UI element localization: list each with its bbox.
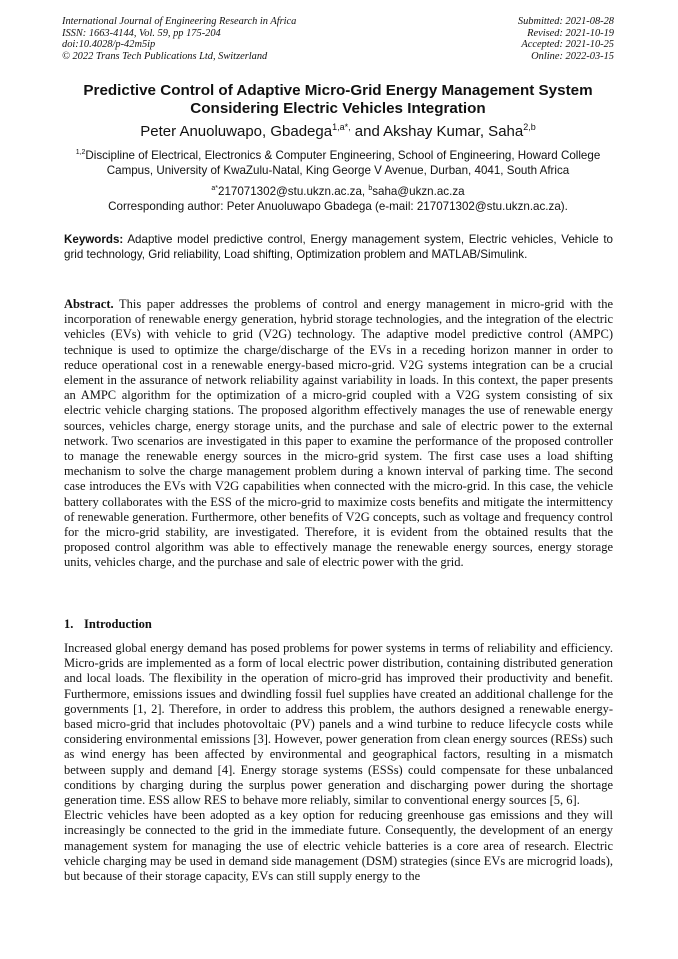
email-a: 217071302@stu.ukzn.ac.za, <box>218 185 369 198</box>
section-title: Introduction <box>84 617 152 631</box>
corresponding-author: Corresponding author: Peter Anuoluwapo Gbadega (e-mail: 217071302@stu.ukzn.ac.za). <box>108 200 568 213</box>
date-revised: Revised: 2021-10-19 <box>527 27 614 39</box>
date-submitted: Submitted: 2021-08-28 <box>517 16 614 27</box>
affiliation-mark: 1,2 <box>75 149 86 157</box>
abstract-label: Abstract. <box>64 297 114 311</box>
author-conjunction: and <box>350 123 384 140</box>
author-1: Peter Anuoluwapo, Gbadega <box>140 123 333 140</box>
email-b-mark: b <box>368 185 373 193</box>
affiliation-text: Discipline of Electrical, Electronics & Computer Engineering, School of Engineering, Howard College Campus, University of KwaZulu-Natal, King George V Avenue, Durban, 4041, South Africa <box>85 149 601 177</box>
journal-copyright: © 2022 Trans Tech Publications Ltd, Switzerland <box>62 50 268 62</box>
author-2-affiliation-mark: 2,b <box>523 122 536 132</box>
email-line <box>58 184 618 199</box>
date-online: Online: 2022-03-15 <box>531 50 614 62</box>
intro-paragraph-1: Increased global energy demand has posed problems for power systems in terms of reliability and efficiency. Micro-grids are implemented as a form of local electric power distribution, containing distributed generation and local loads. The flexibility in the operation of micro-grid has improved their productivity and benefit. Furthermore, emissions issues and dwindling fossil fuel supplies have created an additional challenge for the governments [1, 2]. Therefore, in order to address this problem, the authors designed a renewable energy-based micro-grid that includes photovoltaic (PV) panels and a wind turbine to reduce lifecycle costs while considering environmental emissions [3]. However, power generation from clean energy sources (RESs) such as wind energy has been affected by environmental and geographical factors, resulting in a mismatch between supply and demand [4]. Energy storage systems (ESSs) could compensate for these unbalanced conditions by charging during the surplus power generation and discharging power during the shortage generation time. ESS allow RES to behave more reliably, similar to conventional energy sources [5, 6]. <box>64 641 613 808</box>
keywords-block <box>64 233 613 262</box>
journal-issn: ISSN: 1663-4144, Vol. 59, pp 175-204 <box>62 27 221 39</box>
keywords-label: Keywords: <box>64 233 124 246</box>
contact-emails <box>58 184 618 214</box>
abstract-block <box>64 297 613 571</box>
journal-info <box>62 16 296 62</box>
author-line <box>62 123 614 141</box>
abstract-text: This paper addresses the problems of control and energy management in micro-grid with the incorporation of renewable energy generation, hybrid storage technologies, and the integration of the electric vehicles (EVs) with vehicle to grid (V2G) technology. The adaptive model predictive control (AMPC) technique is used to optimize the charge/discharge of the EVs in a receding horizon manner in order to reduce operational cost in a renewable energy-based micro-grid. V2G systems integration can be a crucial element in the assurance of network reliability against variability in loads. In this context, the paper presents an AMPC algorithm for the optimization of a micro-grid coupled with a V2G system consisting of six electric vehicle charging stations. The proposed algorithm effectively manages the use of renewable energy sources, vehicles charge, energy storage units, and the purchase and sale of electric power to the external network. Two scenarios are investigated in this paper to examine the performance of the proposed controller to manage the renewable energy sources in the micro-grid system. The first case uses a load shifting mechanism to solve the charge management problem during a known interval of parking time. The second case introduces the EVs with V2G capabilities when connected with the micro-grid. In this case, the vehicle battery collaborates with the ESS of the micro-grid to maximize costs benefits and mitigate the intermittency of renewable generation. Furthermore, other benefits of V2G concepts, such as voltage and frequency control for the micro-grid stability, are investigated. Therefore, it is evident from the obtained results that the proposed control algorithm was able to effectively manage the renewable energy sources, energy storage units, vehicles charge, and the purchase and sale of electric power with the grid. <box>64 297 613 570</box>
author-1-affiliation-mark: 1,a*, <box>332 122 351 132</box>
journal-name: International Journal of Engineering Research in Africa <box>62 16 297 27</box>
affiliation <box>58 148 618 178</box>
author-2: Akshay Kumar, Saha <box>383 123 524 140</box>
intro-paragraph-2: Electric vehicles have been adopted as a key option for reducing greenhouse gas emissions and they will increasingly be connected to the grid in the immediate future. Consequently, the development of an energy management system for managing the use of electric vehicle batteries is a core area of research. Electric vehicle charging may be used in demand side management (DSM) strategies (since EVs are microgrid loads), but because of their storage capacity, EVs can still supply energy to the <box>64 808 613 884</box>
section-number: 1. <box>64 617 74 631</box>
keywords-text: Adaptive model predictive control, Energy management system, Electric vehicles, Vehicle to grid technology, Grid reliability, Load shifting, Optimization problem and MATLAB/Simulink. <box>64 233 613 261</box>
paper-title: Predictive Control of Adaptive Micro-Grid Energy Management System Considering Electric Vehicles Integration <box>83 82 593 117</box>
email-b: saha@ukzn.ac.za <box>372 185 465 198</box>
introduction-body <box>64 641 613 884</box>
submission-dates <box>518 16 614 62</box>
date-accepted: Accepted: 2021-10-25 <box>521 39 614 51</box>
journal-doi: doi:10.4028/p-42m5ip <box>62 39 156 51</box>
section-heading-introduction <box>64 617 152 632</box>
email-a-mark: a* <box>211 185 218 193</box>
